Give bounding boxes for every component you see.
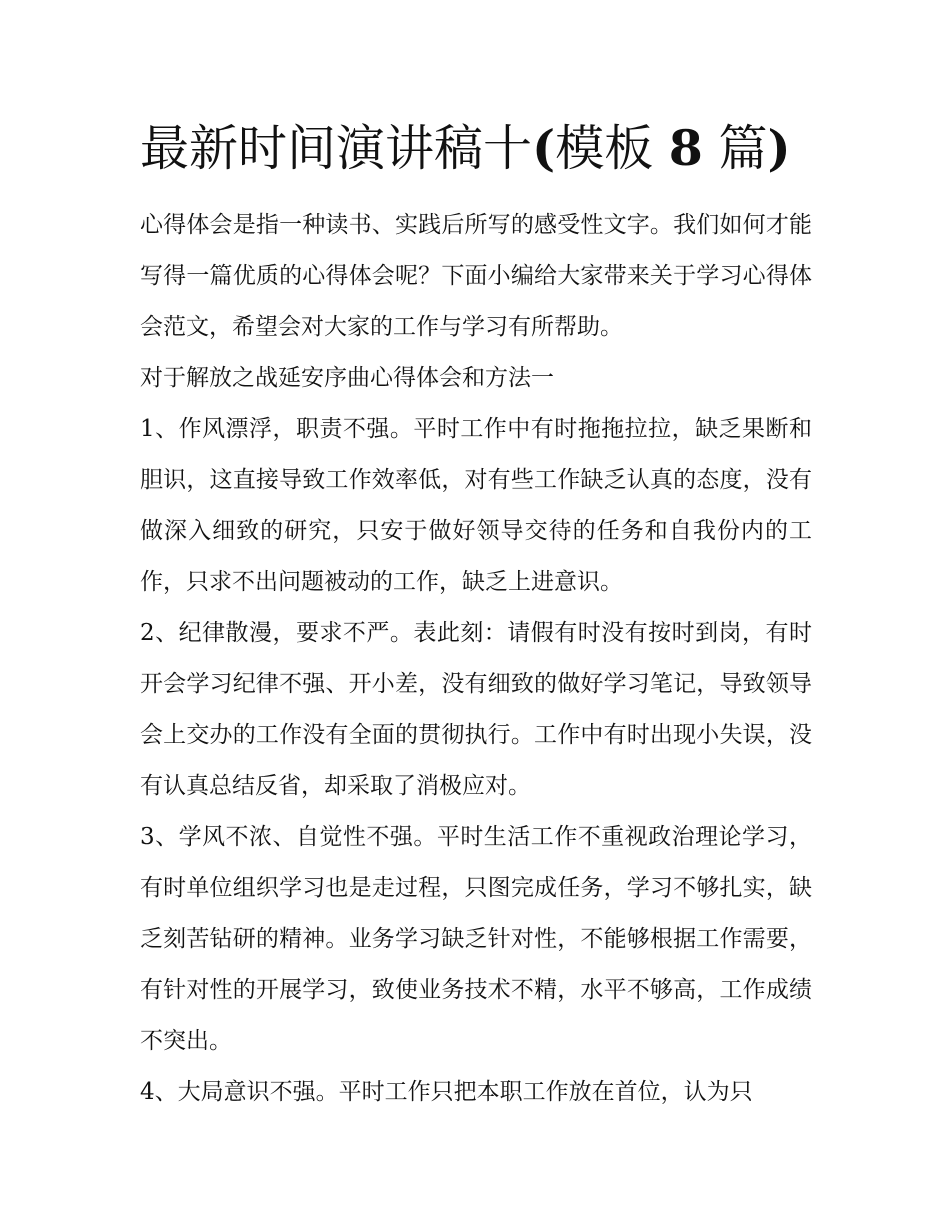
document-body [140, 200, 812, 1118]
title-close-paren: ) [767, 119, 791, 177]
intro-paragraph: 心得体会是指一种读书、实践后所写的感受性文字。我们如何才能写得一篇优质的心得体会呢？下面小编给大家带来关于学习心得体会范文，希望会对大家的工作与学习有所帮助。 [140, 212, 812, 340]
title-open-paren: ( [532, 119, 556, 177]
item-paragraph-4: 4、大局意识不强。平时工作只把本职工作放在首位，认为只 [140, 1079, 753, 1105]
item-paragraph-1: 1、作风漂浮，职责不强。平时工作中有时拖拖拉拉，缺乏果断和胆识，这直接导致工作效率低，对有些工作缺乏认真的态度，没有做深入细致的研究，只安于做好领导交待的任务和自我份内的工作，只求不出问题被动的工作，缺乏上进意识。 [140, 416, 812, 595]
title-text-template: 模板 [555, 120, 654, 177]
title-text-pian: 篇 [718, 120, 768, 177]
page-title [140, 112, 840, 185]
item-paragraph-2: 2、纪律散漫，要求不严。表此刻：请假有时没有按时到岗，有时开会学习纪律不强、开小差，没有细致的做好学习笔记，导致领导会上交办的工作没有全面的贯彻执行。工作中有时出现小失误，没有认真总结反省，却采取了消极应对。 [140, 620, 812, 799]
item-paragraph-3: 3、学风不浓、自觉性不强。平时生活工作不重视政治理论学习，有时单位组织学习也是走过程，只图完成任务，学习不够扎实，缺乏刻苦钻研的精神。业务学习缺乏针对性，不能够根据工作需要，有针对性的开展学习，致使业务技术不精，水平不够高，工作成绩不突出。 [140, 824, 812, 1054]
title-text-pre: 最新时间演讲稿十 [140, 120, 533, 177]
section-heading: 对于解放之战延安序曲心得体会和方法一 [140, 365, 554, 391]
title-count: 8 [668, 119, 703, 177]
